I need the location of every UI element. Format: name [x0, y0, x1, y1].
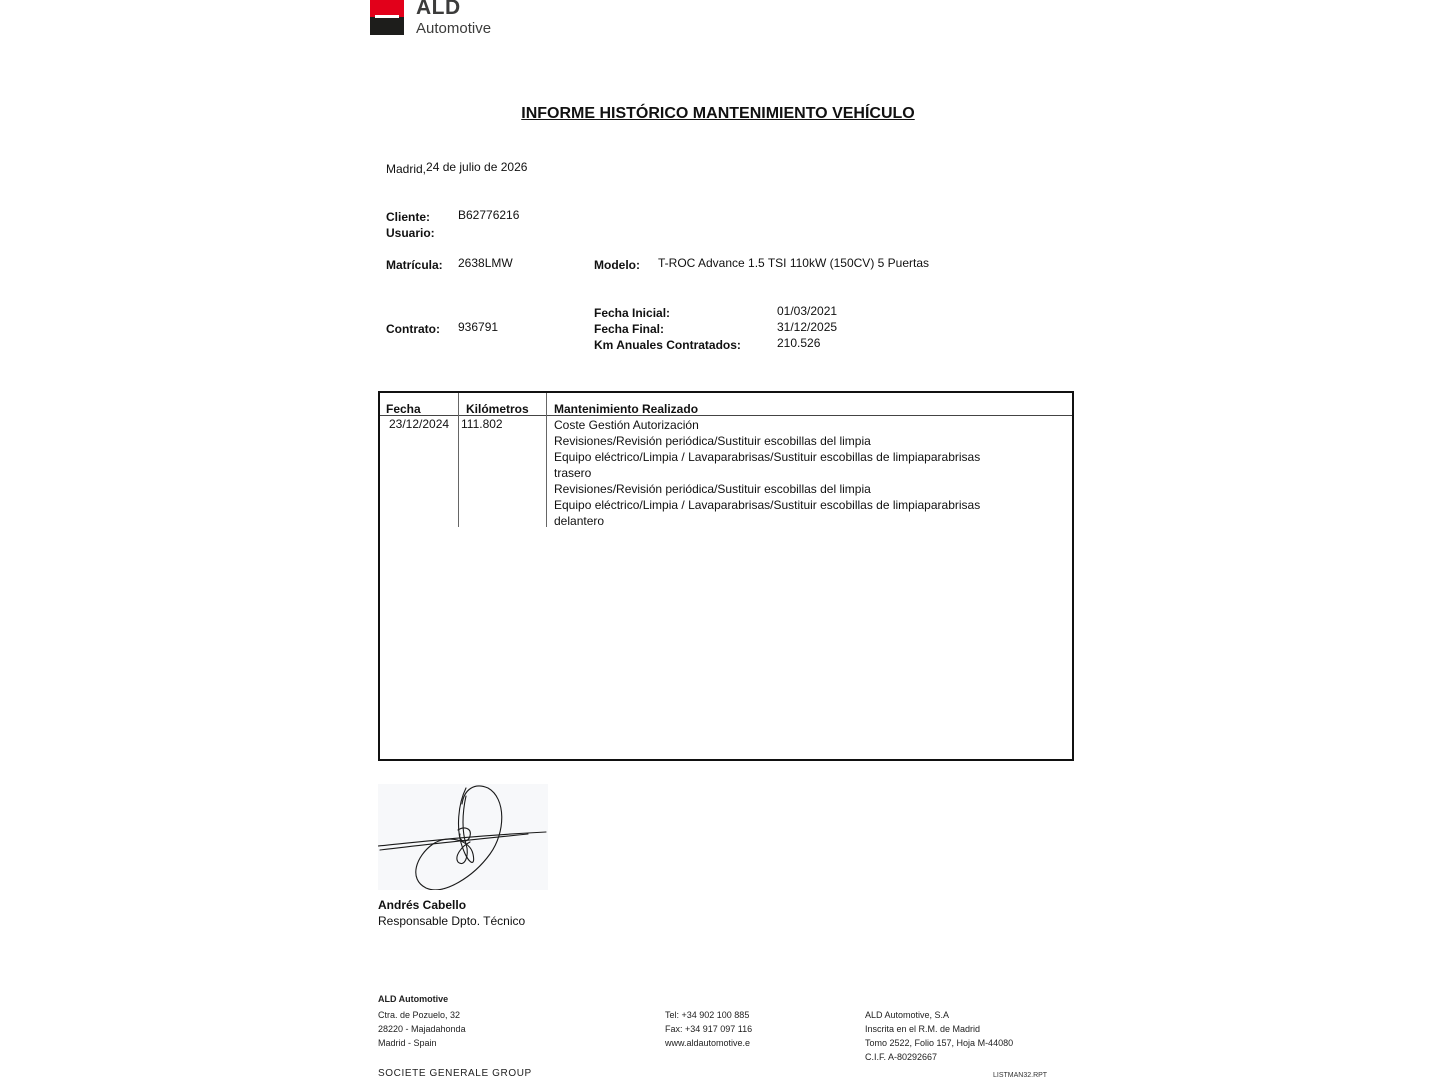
- logo-mark: [370, 0, 404, 35]
- row-fecha: 23/12/2024: [389, 417, 450, 431]
- date-city: Madrid,: [386, 162, 427, 176]
- cliente-label: Cliente:: [386, 210, 431, 224]
- date-value: 24 de julio de 2026: [426, 160, 528, 174]
- matricula-value: 2638LMW: [458, 256, 513, 270]
- footer-legal-line: Inscrita en el R.M. de Madrid: [865, 1024, 981, 1034]
- footer-address-line: Madrid - Spain: [378, 1038, 437, 1048]
- footer-website: www.aldautomotive.e: [665, 1038, 751, 1048]
- logo-text-ald: ALD: [416, 0, 461, 19]
- cliente-value: B62776216: [458, 208, 520, 222]
- header-mantenimiento: Mantenimiento Realizado: [554, 402, 699, 416]
- footer-fax: Fax: +34 917 097 116: [665, 1024, 753, 1034]
- maintenance-line: Coste Gestión Autorización: [554, 418, 699, 432]
- fecha-final-value: 31/12/2025: [777, 320, 838, 334]
- modelo-value: T-ROC Advance 1.5 TSI 110kW (150CV) 5 Puertas: [658, 256, 930, 270]
- maintenance-line: trasero: [554, 466, 592, 480]
- fecha-final-label: Fecha Final:: [594, 322, 665, 336]
- column-divider: [458, 393, 459, 527]
- footer-address-line: 28220 - Majadahonda: [378, 1024, 466, 1034]
- maintenance-line: Equipo eléctrico/Limpia / Lavaparabrisas/Sustituir escobillas de limpiaparabrisas: [554, 498, 981, 512]
- modelo-label: Modelo:: [594, 258, 640, 272]
- footer-legal-line: C.I.F. A-80292667: [865, 1052, 938, 1062]
- maintenance-line: delantero: [554, 514, 605, 528]
- footer-address: [378, 1008, 466, 1050]
- column-divider: [546, 393, 547, 527]
- footer-group-name: SOCIETE GENERALE GROUP: [378, 1068, 532, 1079]
- usuario-label: Usuario:: [386, 226, 435, 240]
- signature-drawing: [378, 784, 548, 890]
- km-anuales-label: Km Anuales Contratados:: [594, 338, 741, 352]
- maintenance-line: Revisiones/Revisión periódica/Sustituir escobillas del limpia: [554, 434, 871, 448]
- footer-address-line: Ctra. de Pozuelo, 32: [378, 1010, 461, 1020]
- matricula-label: Matrícula:: [386, 258, 443, 272]
- header-kilometros: Kilómetros: [466, 402, 529, 416]
- header-fecha: Fecha: [386, 402, 421, 416]
- signer-name: Andrés Cabello: [378, 898, 467, 912]
- row-maintenance-lines: [554, 417, 980, 529]
- maintenance-table: [378, 391, 1074, 761]
- page-title: INFORME HISTÓRICO MANTENIMIENTO VEHÍCULO: [521, 105, 915, 122]
- signer-role: Responsable Dpto. Técnico: [378, 914, 526, 928]
- footer-company: ALD Automotive: [378, 994, 449, 1004]
- logo-text-automotive: Automotive: [416, 20, 492, 37]
- table-header: [380, 393, 1072, 416]
- km-anuales-value: 210.526: [777, 336, 821, 350]
- contrato-value: 936791: [458, 320, 499, 334]
- maintenance-line: Revisiones/Revisión periódica/Sustituir escobillas del limpia: [554, 482, 871, 496]
- footer-phone: Tel: +34 902 100 885: [665, 1010, 750, 1020]
- contrato-label: Contrato:: [386, 322, 440, 336]
- footer-contact: [665, 1008, 752, 1050]
- company-logo: [370, 0, 504, 36]
- fecha-inicial-value: 01/03/2021: [777, 304, 838, 318]
- row-km: 111.802: [461, 417, 503, 431]
- date-line: [386, 162, 527, 176]
- report-code: LISTMAN32.RPT: [993, 1072, 1048, 1079]
- maintenance-line: Equipo eléctrico/Limpia / Lavaparabrisas/Sustituir escobillas de limpiaparabrisas: [554, 450, 981, 464]
- footer-legal: [865, 1008, 1013, 1064]
- footer-legal-line: ALD Automotive, S.A: [865, 1010, 950, 1020]
- footer-legal-line: Tomo 2522, Folio 157, Hoja M-44080: [865, 1038, 1014, 1048]
- signature-image: [378, 784, 548, 890]
- fecha-inicial-label: Fecha Inicial:: [594, 306, 671, 320]
